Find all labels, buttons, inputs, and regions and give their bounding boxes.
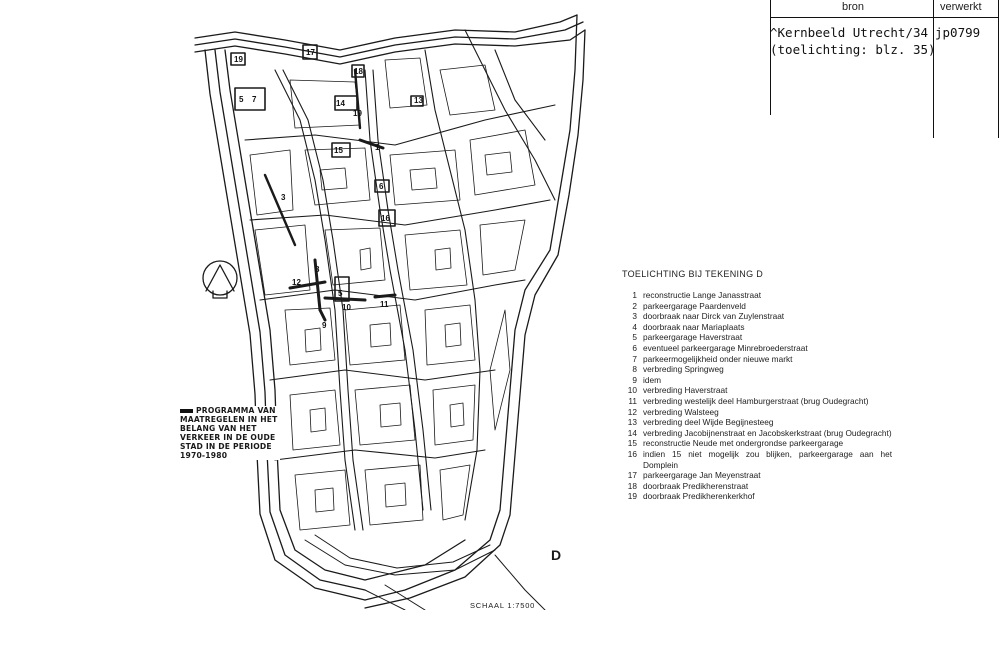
legend-item bbox=[622, 322, 892, 333]
legend-item-number: 4 bbox=[632, 321, 637, 332]
program-title-text: PROGRAMMA VAN MAATREGELEN IN HET BELANG VAN HET VERKEER IN DE OUDE STAD IN DE PERIODE 1970-1980 bbox=[180, 406, 278, 460]
legend-list bbox=[622, 290, 892, 502]
legend-title: TOELICHTING BIJ TEKENING D bbox=[622, 269, 763, 279]
marker-line-9 bbox=[320, 310, 325, 320]
legend-item bbox=[622, 438, 892, 449]
legend-item-number: 10 bbox=[627, 385, 637, 396]
legend-item-number: 18 bbox=[627, 480, 637, 491]
marker-line-18b bbox=[355, 70, 360, 128]
legend-item bbox=[622, 449, 892, 470]
legend-item bbox=[622, 470, 892, 481]
processed-column-header: verwerkt bbox=[940, 1, 982, 13]
legend-item-number: 15 bbox=[627, 438, 637, 449]
svg-text:14: 14 bbox=[336, 99, 345, 108]
source-column-header: bron bbox=[842, 1, 865, 13]
svg-text:5: 5 bbox=[338, 289, 343, 298]
svg-text:11: 11 bbox=[380, 300, 389, 309]
sheet-letter: D bbox=[551, 547, 562, 563]
legend-item-number: 14 bbox=[627, 427, 637, 438]
legend-item bbox=[622, 290, 892, 301]
north-arrow-icon bbox=[203, 261, 237, 298]
legend-item-number: 6 bbox=[632, 342, 637, 353]
legend-item-number: 8 bbox=[632, 364, 637, 375]
marker-line-10 bbox=[325, 298, 365, 300]
source-reference: ^Kernbeeld Utrecht/34 bbox=[770, 25, 929, 40]
legend-item-text: reconstructie Lange Janasstraat bbox=[643, 290, 762, 300]
svg-text:1: 1 bbox=[375, 143, 380, 152]
legend-item-text: indien 15 niet mogelijk zou blijken, parkeergarage aan het Domplein bbox=[643, 448, 892, 470]
svg-text:8: 8 bbox=[315, 265, 320, 274]
legend-item-text: parkeermogelijkheid onder nieuwe markt bbox=[643, 353, 793, 364]
legend-item-number: 19 bbox=[627, 491, 637, 502]
legend-item-text: parkeergarage Haverstraat bbox=[643, 332, 743, 343]
legend-item-text: verbreding deel Wijde Begijnesteeg bbox=[643, 417, 774, 428]
legend-item-number: 12 bbox=[627, 406, 637, 417]
svg-text:16: 16 bbox=[381, 214, 390, 223]
legend-item-text: eventueel parkeergarage Minrebroederstraat bbox=[643, 342, 808, 353]
source-page-note: (toelichting: blz. 35) bbox=[770, 42, 936, 57]
legend-item-text: verbreding Walsteeg bbox=[643, 406, 719, 417]
legend-item-number: 3 bbox=[632, 311, 637, 322]
source-stamp bbox=[760, 0, 1000, 138]
legend-item bbox=[622, 375, 892, 386]
legend-item-text: doorbraak naar Mariaplaats bbox=[643, 321, 745, 332]
svg-text:19: 19 bbox=[234, 55, 243, 64]
svg-text:12: 12 bbox=[292, 278, 301, 287]
marker-line-11 bbox=[375, 295, 395, 297]
svg-text:18: 18 bbox=[354, 67, 363, 76]
legend-item bbox=[622, 396, 892, 407]
legend-item-number: 17 bbox=[627, 470, 637, 481]
legend-item-text: verbreding Springweg bbox=[643, 364, 724, 375]
legend-item-text: doorbraak Predikherenstraat bbox=[643, 480, 749, 491]
legend-item bbox=[622, 343, 892, 354]
legend-item-number: 1 bbox=[632, 290, 637, 300]
bottom-rail bbox=[305, 535, 545, 610]
legend-item bbox=[622, 481, 892, 492]
legend-bar-symbol bbox=[180, 409, 193, 413]
svg-text:6: 6 bbox=[379, 182, 384, 191]
legend-item bbox=[622, 364, 892, 375]
legend-item bbox=[622, 417, 892, 428]
legend-item-number: 5 bbox=[632, 332, 637, 343]
legend-item-number: 13 bbox=[627, 417, 637, 428]
legend-item bbox=[622, 301, 892, 312]
legend-item-number: 2 bbox=[632, 300, 637, 311]
legend-item bbox=[622, 311, 892, 322]
svg-text:17: 17 bbox=[306, 48, 315, 57]
svg-text:9: 9 bbox=[322, 321, 327, 330]
legend-item bbox=[622, 385, 892, 396]
processed-code: jp0799 bbox=[935, 25, 981, 40]
svg-text:10: 10 bbox=[342, 303, 351, 312]
legend-item bbox=[622, 332, 892, 343]
legend-item bbox=[622, 491, 892, 502]
city-map bbox=[165, 10, 605, 610]
legend-item-text: idem bbox=[643, 374, 661, 385]
program-title bbox=[180, 406, 280, 460]
legend-item-text: verbreding Haverstraat bbox=[643, 385, 728, 396]
svg-text:13: 13 bbox=[414, 96, 423, 105]
svg-text:5: 5 bbox=[239, 95, 244, 104]
legend-item-number: 7 bbox=[632, 353, 637, 364]
legend-item-text: verbreding Jacobijnenstraat en Jacobskerkstraat (brug Oudegracht) bbox=[643, 427, 892, 438]
map-scale: SCHAAL 1:7500 bbox=[470, 601, 536, 610]
legend-item-text: parkeergarage Jan Meyenstraat bbox=[643, 470, 761, 481]
legend-item-text: doorbraak naar Dirck van Zuylenstraat bbox=[643, 311, 785, 322]
legend bbox=[622, 269, 892, 502]
legend-item-number: 9 bbox=[632, 374, 637, 385]
legend-item-number: 11 bbox=[628, 395, 637, 406]
legend-item-text: parkeergarage Paardenveld bbox=[643, 300, 746, 311]
svg-text:15: 15 bbox=[334, 146, 343, 155]
svg-text:3: 3 bbox=[281, 193, 286, 202]
legend-item-text: doorbraak Predikherenkerkhof bbox=[643, 491, 755, 502]
legend-item bbox=[622, 428, 892, 439]
svg-text:7: 7 bbox=[252, 95, 257, 104]
legend-item-text: reconstructie Neude met ondergrondse parkeergarage bbox=[643, 438, 844, 449]
svg-text:19: 19 bbox=[353, 109, 362, 118]
legend-item-text: verbreding westelijk deel Hamburgerstraat (brug Oudegracht) bbox=[643, 395, 869, 406]
legend-item bbox=[622, 354, 892, 365]
legend-item-number: 16 bbox=[627, 448, 637, 459]
legend-item bbox=[622, 407, 892, 418]
